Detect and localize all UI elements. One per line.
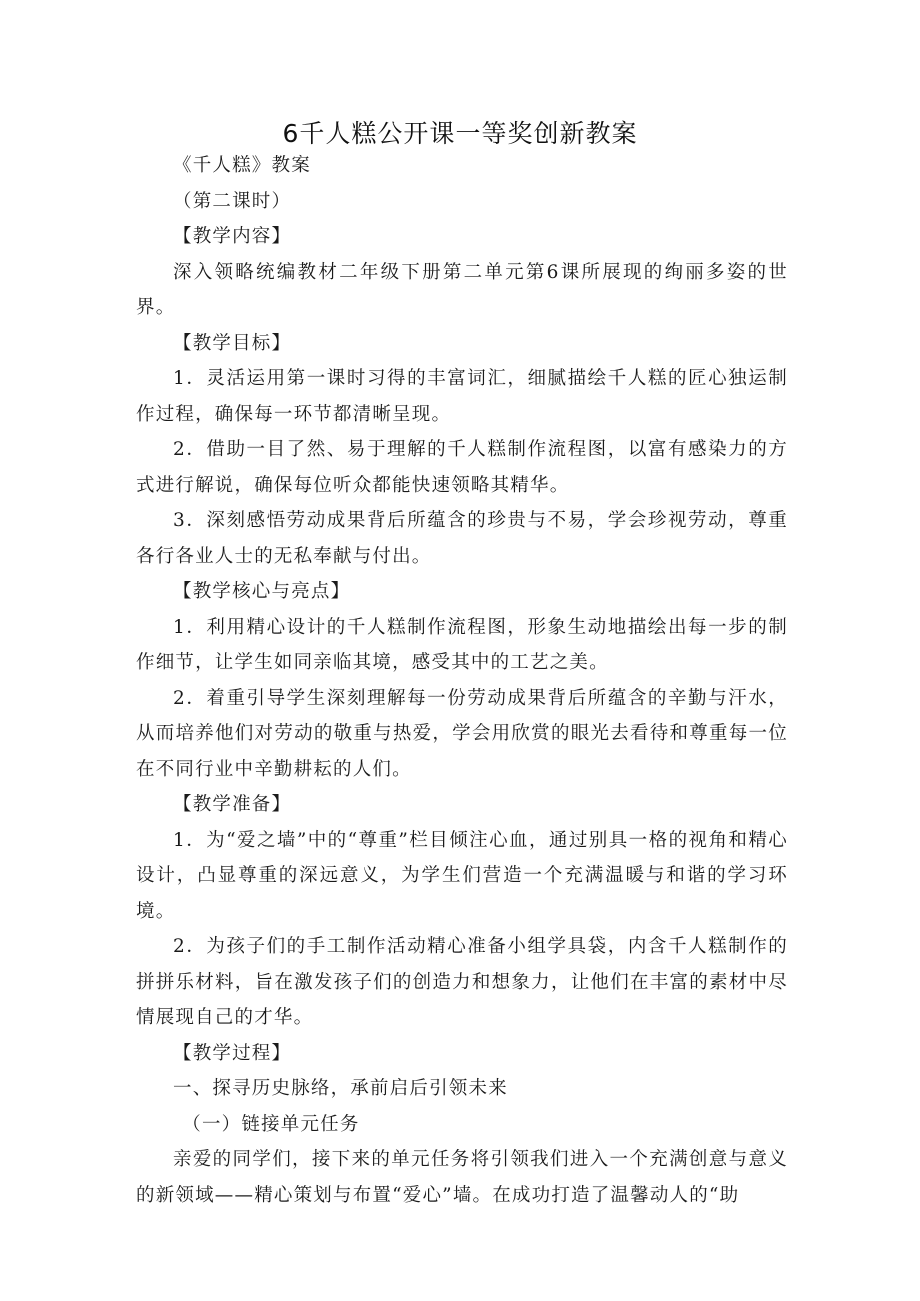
preparation-item: 1．为“爱之墙”中的“尊重”栏目倾注心血，通过别具一格的视角和精心设计，凸显尊重的深远意义，为学生们营造一个充满温暖与和谐的学习环境。 bbox=[136, 829, 788, 922]
process-step-heading: 一、探寻历史脉络，承前启后引领未来 bbox=[173, 1078, 508, 1099]
section-heading-content: 【教学内容】 bbox=[173, 226, 292, 247]
objective-item: 2．借助一目了然、易于理解的千人糕制作流程图，以富有感染力的方式进行解说，确保每位听众都能快速领略其精华。 bbox=[136, 439, 788, 496]
objective-item: 3．深刻感悟劳动成果背后所蕴含的珍贵与不易，学会珍视劳动，尊重各行各业人士的无私奉献与付出。 bbox=[136, 510, 788, 567]
document-body bbox=[136, 148, 788, 1213]
paragraph-content: 深入领略统编教材二年级下册第二单元第6课所展现的绚丽多姿的世界。 bbox=[136, 261, 788, 318]
section-heading-preparation: 【教学准备】 bbox=[173, 794, 292, 815]
process-substep-heading: （一）链接单元任务 bbox=[182, 1113, 360, 1135]
section-heading-objectives: 【教学目标】 bbox=[173, 332, 292, 354]
process-paragraph: 亲爱的同学们，接下来的单元任务将引领我们进入一个充满创意与意义的新领域——精心策划与布置“爱心”墙。在成功打造了温馨动人的“助 bbox=[136, 1149, 788, 1206]
lesson-name: 《千人糕》教案 bbox=[173, 155, 311, 176]
lesson-period: （第二课时） bbox=[173, 190, 292, 212]
document-title: 6千人糕公开课一等奖创新教案 bbox=[282, 119, 638, 148]
section-heading-process: 【教学过程】 bbox=[173, 1042, 292, 1064]
preparation-item: 2．为孩子们的手工制作活动精心准备小组学具袋，内含千人糕制作的拼拼乐材料，旨在激发孩子们的创造力和想象力，让他们在丰富的素材中尽情展现自己的才华。 bbox=[136, 936, 788, 1028]
section-heading-key-points: 【教学核心与亮点】 bbox=[173, 581, 351, 602]
objective-item: 1．灵活运用第一课时习得的丰富词汇，细腻描绘千人糕的匠心独运制作过程，确保每一环节都清晰呈现。 bbox=[136, 368, 788, 425]
key-point-item: 1．利用精心设计的千人糕制作流程图，形象生动地描绘出每一步的制作细节，让学生如同亲临其境，感受其中的工艺之美。 bbox=[136, 616, 788, 673]
key-point-item: 2．着重引导学生深刻理解每一份劳动成果背后所蕴含的辛勤与汗水，从而培养他们对劳动的敬重与热爱，学会用欣赏的眼光去看待和尊重每一位在不同行业中辛勤耕耘的人们。 bbox=[136, 687, 788, 780]
